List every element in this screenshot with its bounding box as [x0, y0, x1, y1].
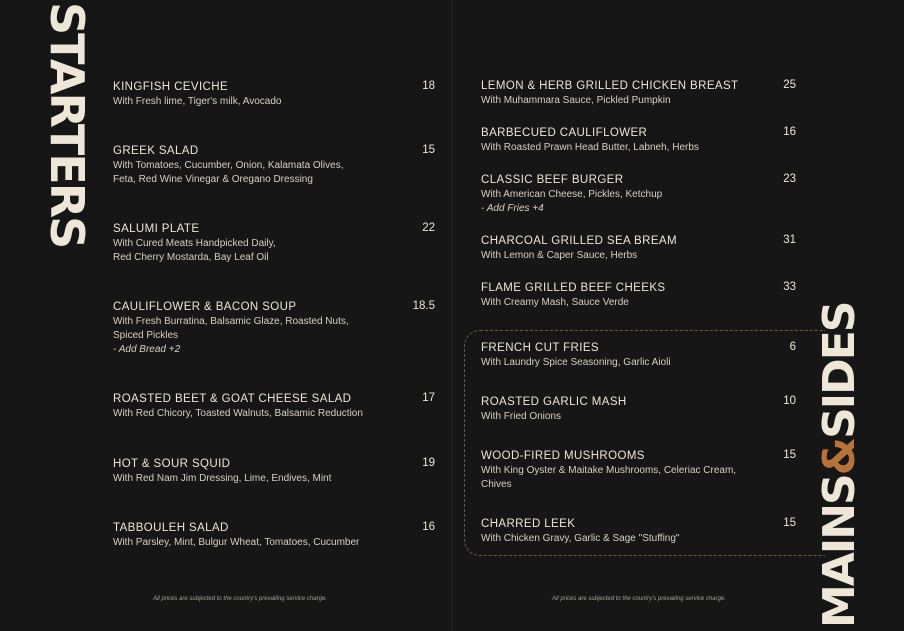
item-description: With Tomatoes, Cucumber, Onion, Kalamata Olives,: [113, 160, 344, 171]
item-price: 6: [789, 341, 796, 353]
item-price: 10: [783, 395, 796, 407]
item-name: CHARCOAL GRILLED SEA BREAM: [481, 235, 677, 247]
item-description-line2: Feta, Red Wine Vinegar & Oregano Dressing: [113, 174, 313, 185]
item-description: With Laundry Spice Seasoning, Garlic Aioli: [481, 357, 671, 368]
item-description: With Red Nam Jim Dressing, Lime, Endives, Mint: [113, 473, 332, 484]
menu-item: [481, 173, 781, 216]
item-price: 33: [783, 281, 796, 293]
item-addon: - Add Bread +2: [113, 344, 181, 355]
starters-heading: STARTERS: [40, 2, 94, 248]
menu-item: [113, 392, 403, 421]
menu-item: [113, 521, 403, 550]
menu-item: [481, 395, 781, 424]
item-description: With Roasted Prawn Head Butter, Labneh, Herbs: [481, 142, 699, 153]
item-name: CLASSIC BEEF BURGER: [481, 174, 624, 186]
menu-item: [481, 341, 781, 370]
item-name: LEMON & HERB GRILLED CHICKEN BREAST: [481, 80, 739, 92]
menu-item: [113, 222, 403, 265]
item-description: With Red Chicory, Toasted Walnuts, Balsamic Reduction: [113, 408, 363, 419]
item-price: 17: [422, 392, 435, 404]
item-description-line2: Spiced Pickles: [113, 330, 179, 341]
item-price: 16: [422, 521, 435, 533]
sides-heading-word: SIDES: [814, 302, 865, 439]
item-description: With Fried Onions: [481, 411, 562, 422]
item-description: With Parsley, Mint, Bulgur Wheat, Tomatoes, Cucumber: [113, 537, 360, 548]
item-name: ROASTED GARLIC MASH: [481, 396, 627, 408]
item-price: 25: [783, 79, 796, 91]
item-description: With King Oyster & Maitake Mushrooms, Celeriac Cream,: [481, 465, 737, 476]
item-name: GREEK SALAD: [113, 145, 199, 157]
item-name: HOT & SOUR SQUID: [113, 458, 231, 470]
item-price: 15: [783, 517, 796, 529]
menu-item: [113, 457, 403, 486]
item-name: FRENCH CUT FRIES: [481, 342, 599, 354]
ampersand: &: [814, 438, 865, 476]
item-description: With Cured Meats Handpicked Daily,: [113, 238, 276, 249]
menu-item: [113, 80, 403, 109]
item-name: WOOD-FIRED MUSHROOMS: [481, 450, 645, 462]
menu-item: [481, 126, 781, 155]
service-charge-note: All prices are subjected to the country's prevailing service charge.: [153, 596, 327, 602]
item-price: 31: [783, 234, 796, 246]
page-gutter: [451, 0, 453, 631]
item-price: 15: [422, 144, 435, 156]
mains-sides-heading: [814, 302, 865, 628]
item-description-line2: Red Cherry Mostarda, Bay Leaf Oil: [113, 252, 269, 263]
item-description: With Creamy Mash, Sauce Verde: [481, 297, 629, 308]
item-description-line2: Chives: [481, 479, 512, 490]
menu-item: [113, 144, 403, 187]
item-price: 22: [422, 222, 435, 234]
item-description: With Fresh lime, Tiger's milk, Avocado: [113, 96, 282, 107]
item-price: 23: [783, 173, 796, 185]
item-name: CAULIFLOWER & BACON SOUP: [113, 301, 297, 313]
item-price: 18.5: [412, 300, 435, 312]
item-price: 16: [783, 126, 796, 138]
item-price: 18: [422, 80, 435, 92]
item-description: With Chicken Gravy, Garlic & Sage "Stuffing": [481, 533, 680, 544]
item-description: With American Cheese, Pickles, Ketchup: [481, 189, 663, 200]
menu-item: [481, 281, 781, 310]
item-name: SALUMI PLATE: [113, 223, 200, 235]
menu-item: [113, 300, 403, 357]
menu-item: [481, 517, 781, 546]
menu-item: [481, 79, 781, 108]
item-description: With Lemon & Caper Sauce, Herbs: [481, 250, 638, 261]
service-charge-note: All prices are subjected to the country's prevailing service charge.: [552, 596, 726, 602]
menu-item: [481, 449, 781, 492]
item-name: ROASTED BEET & GOAT CHEESE SALAD: [113, 393, 352, 405]
item-price: 15: [783, 449, 796, 461]
item-name: CHARRED LEEK: [481, 518, 576, 530]
mains-heading-word: MAINS: [814, 475, 865, 628]
item-description: With Fresh Burratina, Balsamic Glaze, Roasted Nuts,: [113, 316, 349, 327]
item-name: FLAME GRILLED BEEF CHEEKS: [481, 282, 666, 294]
item-description: With Muhammara Sauce, Pickled Pumpkin: [481, 95, 671, 106]
item-name: BARBECUED CAULIFLOWER: [481, 127, 648, 139]
item-addon: - Add Fries +4: [481, 203, 544, 214]
item-name: TABBOULEH SALAD: [113, 522, 229, 534]
item-price: 19: [422, 457, 435, 469]
menu-item: [481, 234, 781, 263]
item-name: KINGFISH CEVICHE: [113, 81, 229, 93]
